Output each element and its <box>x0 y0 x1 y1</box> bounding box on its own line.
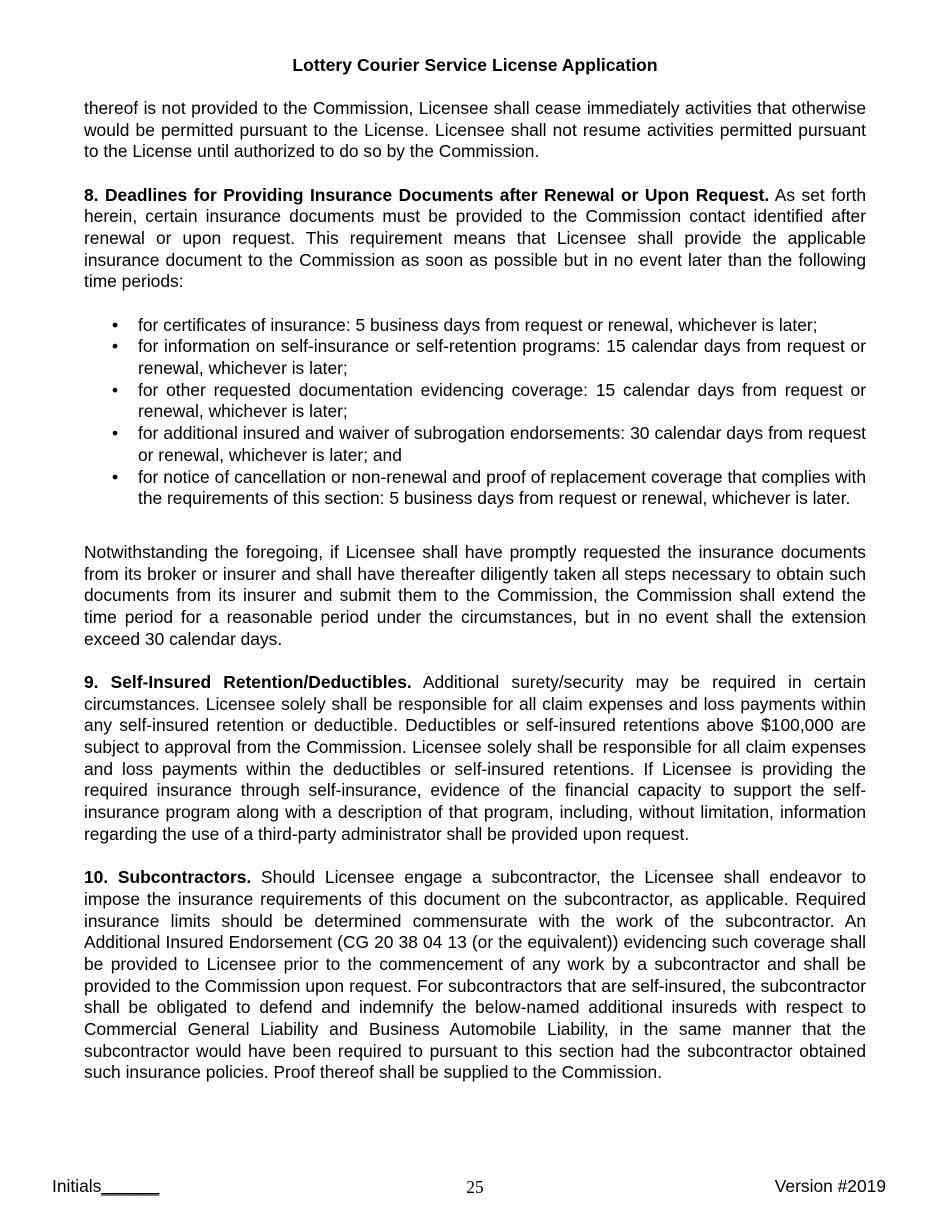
list-item-text: for additional insured and waiver of subrogation endorsements: 30 calendar days from request or renewal, whichever is later; and <box>138 423 866 465</box>
list-item-text: for information on self-insurance or self-retention programs: 15 calendar days from request or renewal, whichever is later; <box>138 336 866 379</box>
section-9-heading: 9. Self-Insured Retention/Deductibles. <box>84 671 412 692</box>
section-8-bullet-list <box>84 315 866 510</box>
section-8-paragraph <box>84 185 866 294</box>
bullet-icon: • <box>112 336 119 357</box>
section-8-closing-paragraph: Notwithstanding the foregoing, if Licensee shall have promptly requested the insurance documents from its broker or insurer and shall have thereafter diligently taken all steps necessary to obtain such documents from its insurer and submit them to the Commission, the Commission shall extend the time period for a reasonable period under the circumstances, but in no event shall the extension exceed 30 calendar days. <box>84 541 866 649</box>
document-body <box>84 98 866 1084</box>
initials-blank-line: ______ <box>101 1176 160 1196</box>
list-item <box>84 336 866 379</box>
initials-label: Initials <box>52 1176 102 1196</box>
section-10-paragraph <box>84 867 866 1084</box>
section-10-body: Should Licensee engage a subcontractor, the Licensee shall endeavor to impose the insurance requirements of this document on the subcontractor, as applicable. Required insurance limits should be determined commensurate with the work of the subcontractor. An Additional Insured Endorsement (CG 20 38 04 13 (or the equivalent)) evidencing such coverage shall be provided to Licensee prior to the commencement of any work by a subcontractor and shall be provided to the Commission upon request. For subcontractors that are self-insured, the subcontractor shall be obligated to defend and indemnify the below-named additional insureds with respect to Commercial General Liability and Business Automobile Liability, in the same manner that the subcontractor would have been required to pursuant to this section had the subcontractor obtained such insurance policies. Proof thereof shall be supplied to the Commission. <box>84 867 866 1083</box>
section-8-heading: 8. Deadlines for Providing Insurance Documents after Renewal or Upon Request. <box>84 184 770 205</box>
section-8-body: As set forth herein, certain insurance documents must be provided to the Commission contact identified after renewal or upon request. This requirement means that Licensee shall provide the applicable insurance document to the Commission as soon as possible but in no event later than the following time periods: <box>84 184 866 292</box>
list-item-text: for notice of cancellation or non-renewal and proof of replacement coverage that complies with the requirements of this section: 5 business days from request or renewal, whichever is later. <box>138 466 866 509</box>
page-title: Lottery Courier Service License Application <box>292 55 658 75</box>
bullet-icon: • <box>112 466 119 487</box>
list-item <box>84 315 866 337</box>
bullet-icon: • <box>112 314 119 335</box>
list-item-text: for certificates of insurance: 5 business days from request or renewal, whichever is later; <box>138 314 818 335</box>
list-item <box>84 423 866 466</box>
list-item-text: for other requested documentation evidencing coverage: 15 calendar days from request or renewal, whichever is later; <box>138 379 866 422</box>
bullet-icon: • <box>112 379 119 400</box>
list-item <box>84 380 866 423</box>
section-10-heading: 10. Subcontractors. <box>84 867 252 888</box>
page-number: 25 <box>466 1177 484 1197</box>
section-9-paragraph <box>84 672 866 846</box>
list-item <box>84 467 866 510</box>
version-label: Version #2019 <box>774 1176 886 1196</box>
section-9-body: Additional surety/security may be required in certain circumstances. Licensee solely shall be responsible for all claim expenses and loss payments within any self-insured retention or deductible. Deductibles or self-insured retentions above $100,000 are subject to approval from the Commission. Licensee solely shall be responsible for all claim expenses and loss payments within the deductibles or self-insured retentions. If Licensee is providing the required insurance through self-insurance, evidence of the financial capacity to support the self-insurance program along with a description of that program, including, without limitation, information regarding the use of a third-party administrator shall be provided upon request. <box>84 671 866 844</box>
bullet-icon: • <box>112 423 119 444</box>
page-footer <box>0 1176 950 1206</box>
paragraph-continued: thereof is not provided to the Commission, Licensee shall cease immediately activities that otherwise would be permitted pursuant to the License. Licensee shall not resume activities permitted pursuant to the License until authorized to do so by the Commission. <box>84 98 866 162</box>
